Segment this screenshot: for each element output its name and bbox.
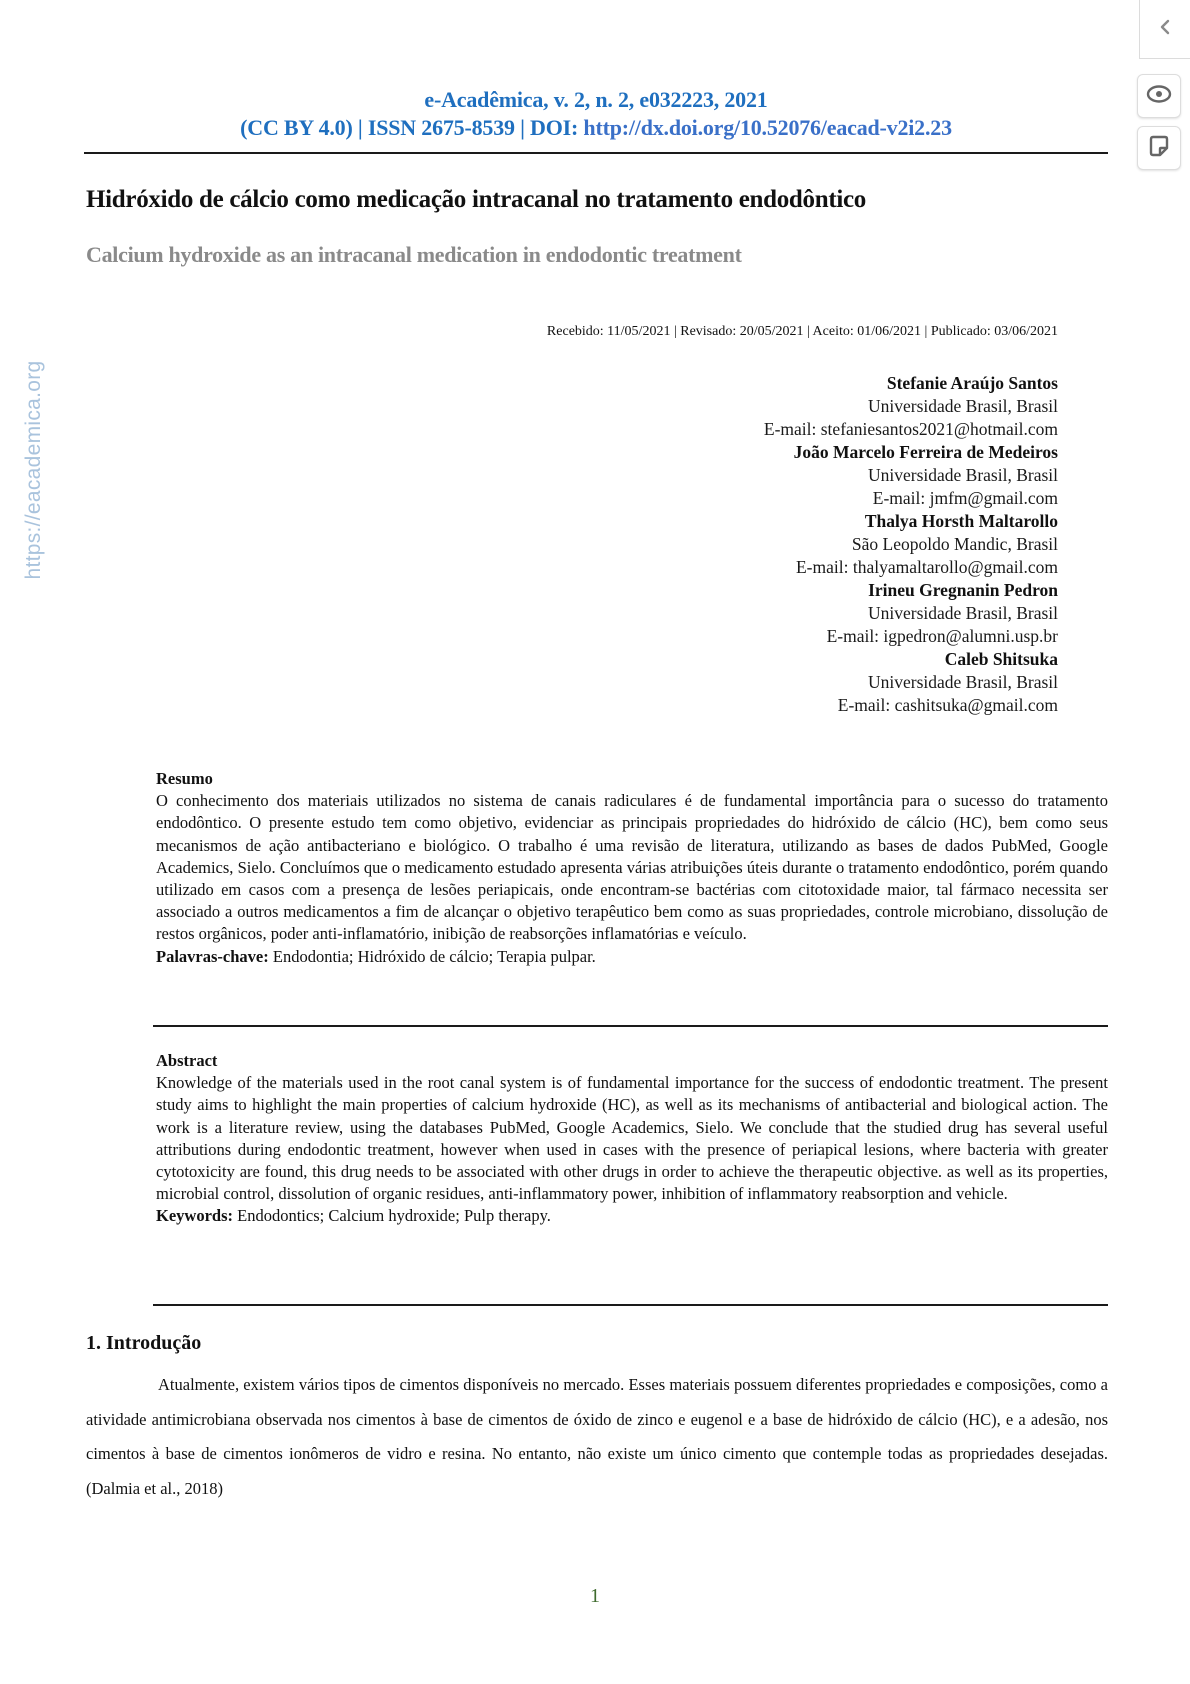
abstract-heading: Abstract bbox=[156, 1051, 218, 1070]
author-entry bbox=[764, 372, 1058, 441]
sticky-note-icon bbox=[1147, 134, 1171, 163]
resumo-divider bbox=[153, 1025, 1108, 1027]
abstract-body: Knowledge of the materials used in the root canal system is of fundamental importance for the success of endodontic treatment. The present study aims to highlight the main properties of calcium hydroxide (HC), as well as its mechanisms of antibacterial and biological action. The work is a literature review, using the databases PubMed, Google Academics, Sielo. We conclude that the studied drug has several useful attributions during endodontic treatment, however when used in cases with the presence of periapical lesions, where bacteria with greater cytotoxicity are found, this drug needs to be associated with other drugs in order to achieve the therapeutic objective. as well as its properties, microbial control, dissolution of organic residues, anti-inflammatory power, inhibition of inflammatory reabsorption and vehicle. bbox=[156, 1073, 1108, 1204]
abstract-divider bbox=[153, 1304, 1108, 1306]
author-email: E-mail: cashitsuka@gmail.com bbox=[837, 695, 1058, 715]
resumo-heading: Resumo bbox=[156, 769, 213, 788]
author-affiliation: São Leopoldo Mandic, Brasil bbox=[851, 534, 1058, 554]
author-name: João Marcelo Ferreira de Medeiros bbox=[793, 442, 1058, 462]
author-affiliation: Universidade Brasil, Brasil bbox=[867, 603, 1058, 623]
author-name: Thalya Horsth Maltarollo bbox=[864, 511, 1058, 531]
author-affiliation: Universidade Brasil, Brasil bbox=[867, 465, 1058, 485]
introduction-paragraph: Atualmente, existem vários tipos de cimentos disponíveis no mercado. Esses materiais possuem diferentes propriedades e composições, como a atividade antimicrobiana observada nos cimentos à base de cimentos de óxido de zinco e eugenol e a base de hidróxido de cálcio (HC), e a adesão, nos cimentos à base de cimentos ionômeros de vidro e resina. No entanto, não existe um único cimento que contemple todas as propriedades desejadas. (Dalmia et al., 2018) bbox=[86, 1375, 1108, 1498]
doi-link[interactable]: http://dx.doi.org/10.52076/eacad-v2i2.23 bbox=[583, 115, 952, 140]
journal-header bbox=[84, 86, 1108, 142]
author-name: Caleb Shitsuka bbox=[944, 649, 1058, 669]
author-email: E-mail: igpedron@alumni.usp.br bbox=[826, 626, 1058, 646]
keywords-label: Keywords: bbox=[156, 1206, 233, 1226]
author-entry bbox=[764, 441, 1058, 510]
author-affiliation: Universidade Brasil, Brasil bbox=[867, 672, 1058, 692]
author-email: E-mail: jmfm@gmail.com bbox=[872, 488, 1058, 508]
chevron-left-icon bbox=[1158, 18, 1172, 41]
article-title-en: Calcium hydroxide as an intracanal medication in endodontic treatment bbox=[86, 242, 742, 267]
author-email: E-mail: stefaniesantos2021@hotmail.com bbox=[763, 419, 1058, 439]
journal-citation: e-Acadêmica, v. 2, n. 2, e032223, 2021 bbox=[424, 87, 768, 112]
header-divider bbox=[84, 152, 1108, 154]
author-entry bbox=[764, 579, 1058, 648]
keywords-value: Endodontics; Calcium hydroxide; Pulp therapy. bbox=[233, 1206, 551, 1226]
article-title-pt: Hidróxido de cálcio como medicação intracanal no tratamento endodôntico bbox=[86, 186, 867, 213]
author-list bbox=[764, 372, 1058, 717]
page-number: 1 bbox=[590, 1585, 600, 1607]
publication-dates: Recebido: 11/05/2021 | Revisado: 20/05/2021 | Aceito: 01/06/2021 | Publicado: 03/06/2021 bbox=[546, 324, 1058, 339]
keywords-label: Palavras-chave: bbox=[156, 946, 269, 966]
author-entry bbox=[764, 648, 1058, 717]
author-name: Stefanie Araújo Santos bbox=[886, 373, 1058, 393]
license-issn: (CC BY 4.0) | ISSN 2675-8539 | DOI: bbox=[240, 115, 584, 140]
journal-license-line bbox=[84, 114, 1108, 142]
resumo-section bbox=[156, 768, 1108, 968]
section-heading-introduction: 1. Introdução bbox=[86, 1332, 202, 1354]
eye-icon bbox=[1146, 84, 1172, 109]
add-note-button[interactable] bbox=[1137, 126, 1181, 170]
author-affiliation: Universidade Brasil, Brasil bbox=[867, 396, 1058, 416]
abstract-section bbox=[156, 1050, 1108, 1228]
author-entry bbox=[764, 510, 1058, 579]
resumo-body: O conhecimento dos materiais utilizados no sistema de canais radiculares é de fundamental importância para o sucesso do tratamento endodôntico. O presente estudo tem como objetivo, evidenciar as principais propriedades do hidróxido de cálcio (HC), bem como seus mecanismos de ação antibacteriano e biológico. O trabalho é uma revisão de literatura, utilizando as bases de dados PubMed, Google Academics, Sielo. Concluímos que o medicamento estudado apresenta várias atribuições úteis durante o tratamento endodôntico, porém quando utilizado em casos com a presença de lesões periapicais, onde encontram-se bactérias com citotoxidade maior, tal fármaco necessita ser associado a outros medicamentos a fim de alcançar o objetivo terapêutico bem como as suas propriedades, controle microbiano, dissolução de restos orgânicos, poder anti-inflamatório, inibição de reabsorções inflamatórias e veículo. bbox=[156, 791, 1108, 944]
keywords-value: Endodontia; Hidróxido de cálcio; Terapia pulpar. bbox=[268, 946, 596, 966]
view-toggle-button[interactable] bbox=[1137, 74, 1181, 118]
site-watermark: https://eacademica.org bbox=[22, 360, 45, 580]
sidebar-collapse-button[interactable] bbox=[1139, 0, 1190, 59]
abstract-keywords bbox=[156, 1205, 1108, 1227]
author-name: Irineu Gregnanin Pedron bbox=[868, 580, 1058, 600]
resumo-keywords bbox=[156, 946, 1108, 968]
author-email: E-mail: thalyamaltarollo@gmail.com bbox=[795, 557, 1058, 577]
